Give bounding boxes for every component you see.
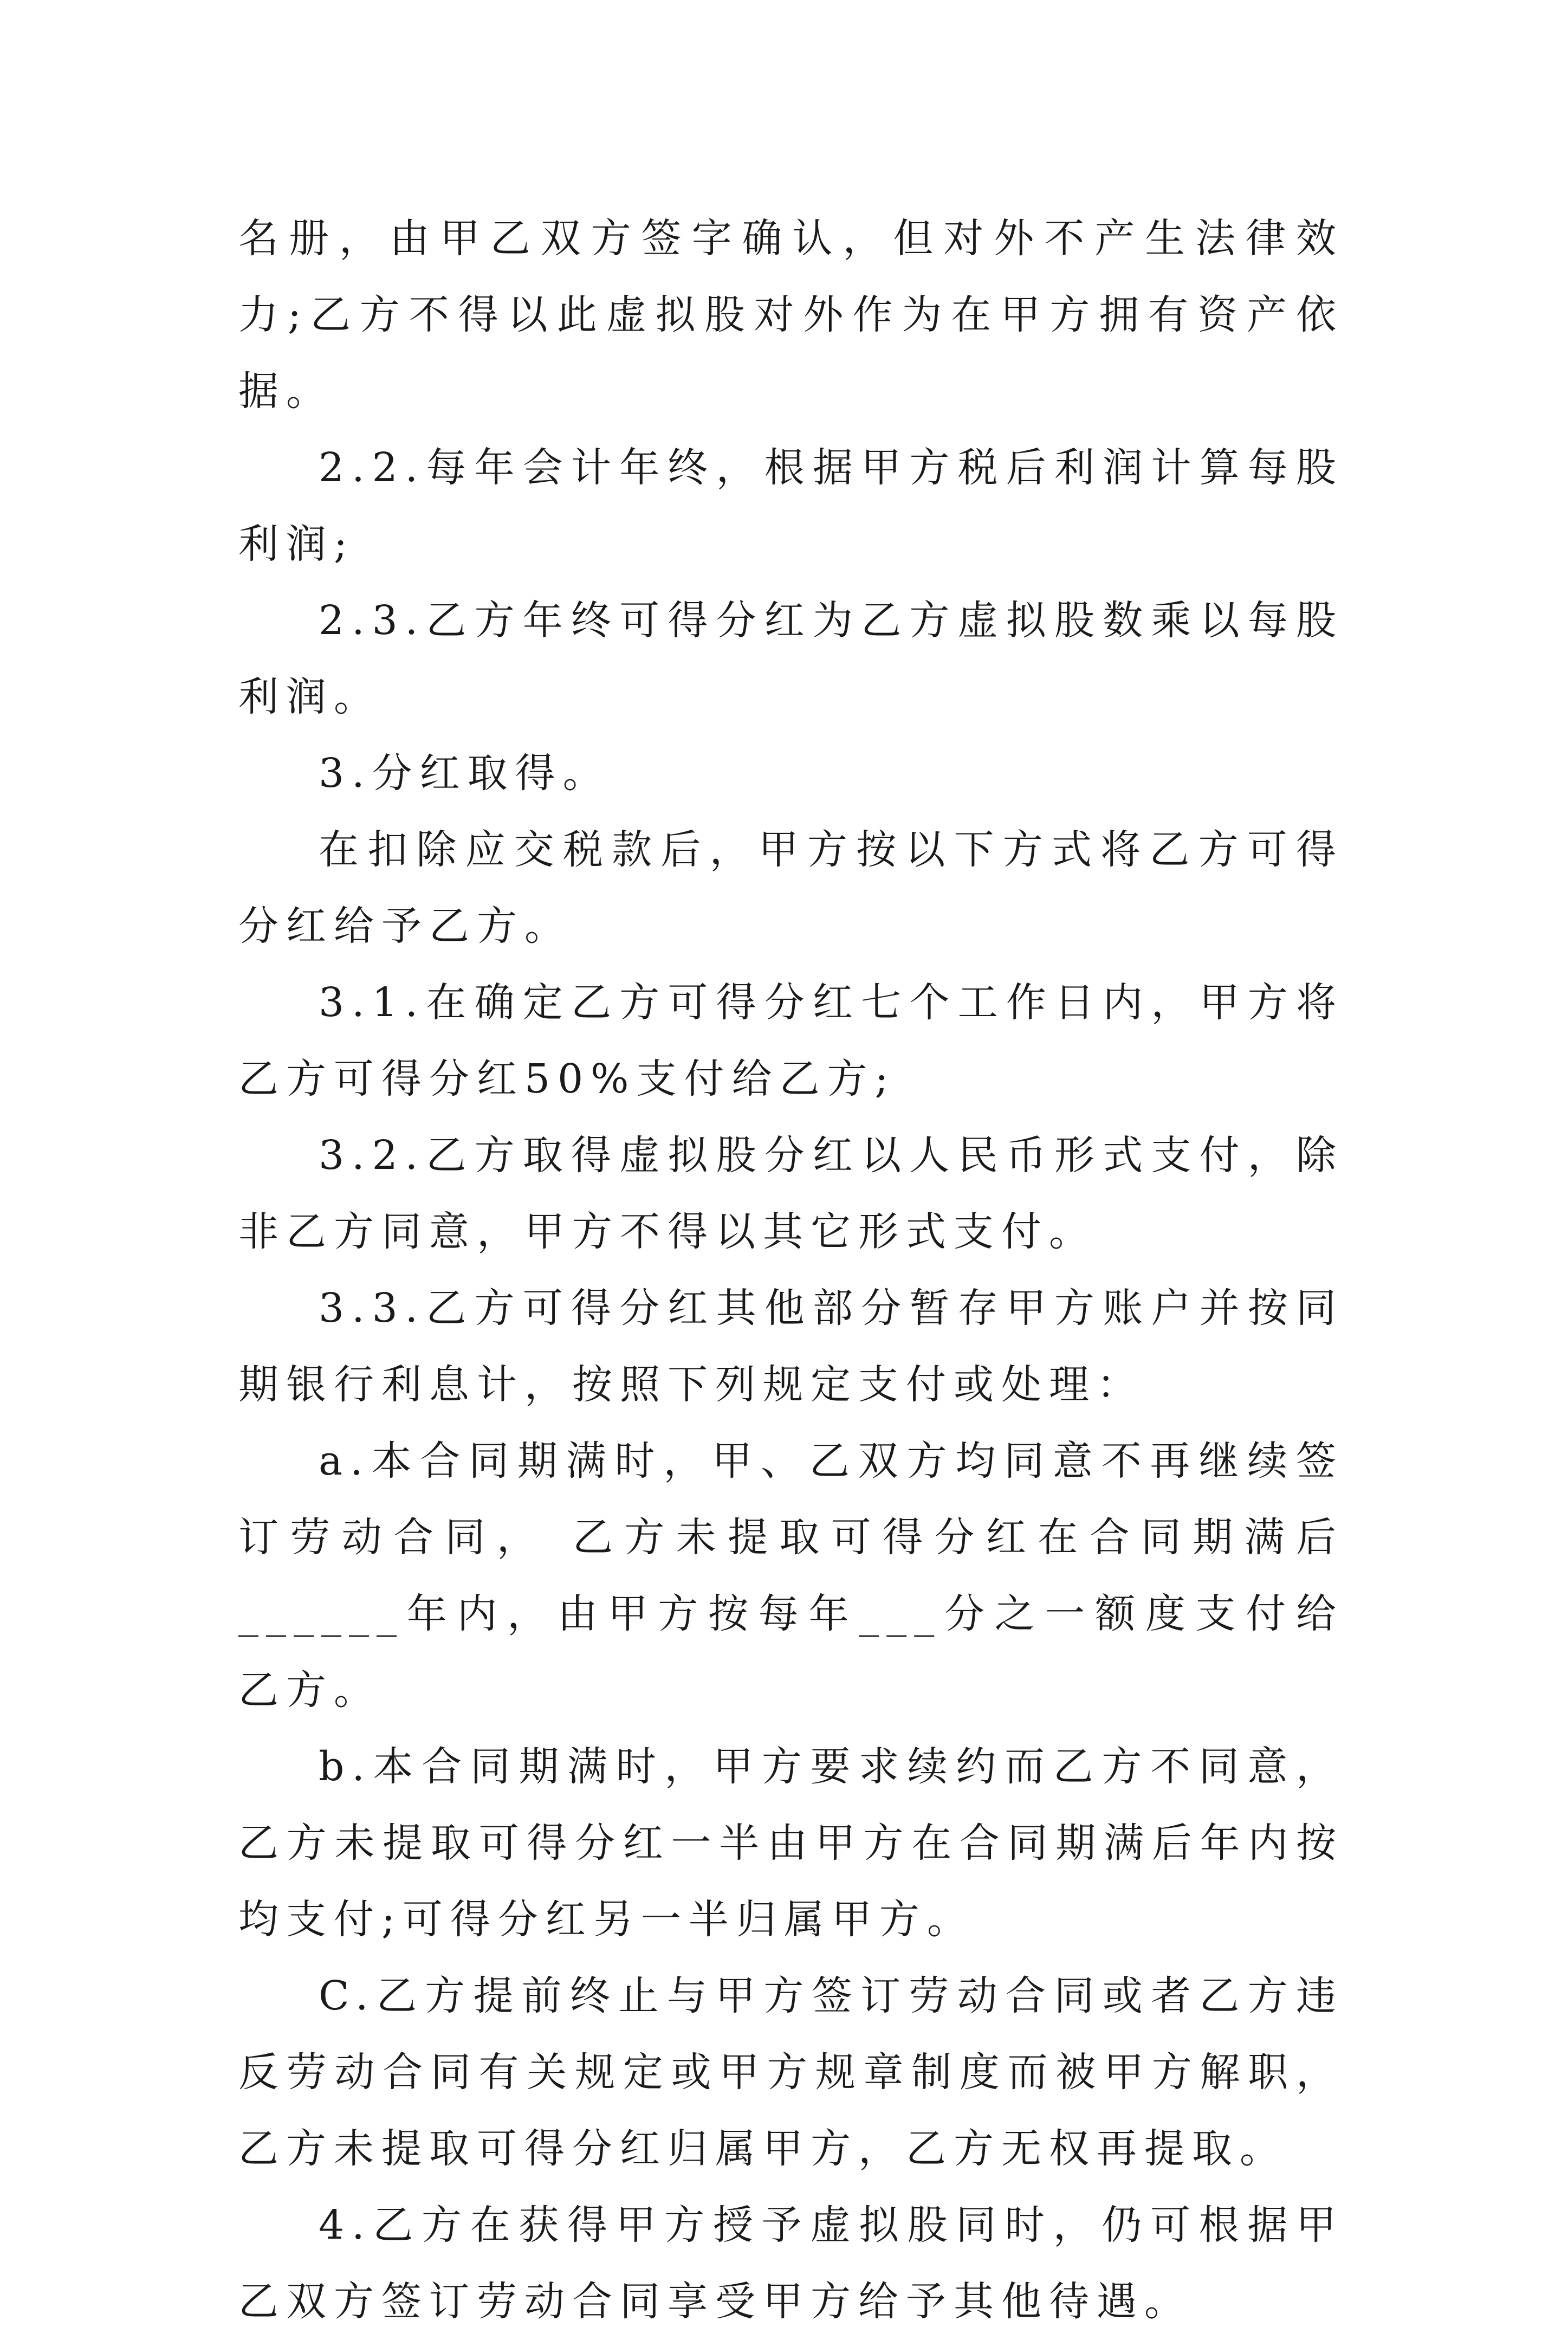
paragraph-12: 4.乙方在获得甲方授予虚拟股同时，仍可根据甲乙双方签订劳动合同享受甲方给予其他待遇。: [238, 2202, 1344, 2325]
paragraph-5: 在扣除应交税款后，甲方按以下方式将乙方可得分红给予乙方。: [238, 826, 1344, 949]
paragraph-9: a.本合同期满时，甲、乙双方均同意不再继续签订劳动合同， 乙方未提取可得分红在合同期满后______年内，由甲方按每年___分之一额度支付给乙方。: [238, 1438, 1344, 1714]
document-body: [238, 201, 1344, 2340]
paragraph-7: 3.2.乙方取得虚拟股分红以人民币形式支付，除非乙方同意，甲方不得以其它形式支付。: [238, 1132, 1344, 1255]
paragraph-6: 3.1.在确定乙方可得分红七个工作日内，甲方将乙方可得分红50%支付给乙方;: [238, 979, 1344, 1102]
paragraph-10: b.本合同期满时，甲方要求续约而乙方不同意，乙方未提取可得分红一半由甲方在合同期满后年内按均支付;可得分红另一半归属甲方。: [238, 1743, 1344, 1943]
paragraph-1: 名册，由甲乙双方签字确认，但对外不产生法律效力;乙方不得以此虚拟股对外作为在甲方拥有资产依据。: [238, 215, 1344, 415]
paragraph-11: C.乙方提前终止与甲方签订劳动合同或者乙方违反劳动合同有关规定或甲方规章制度而被甲方解职，乙方未提取可得分红归属甲方，乙方无权再提取。: [238, 1973, 1344, 2172]
paragraph-8: 3.3.乙方可得分红其他部分暂存甲方账户并按同期银行利息计，按照下列规定支付或处理：: [238, 1285, 1344, 1408]
paragraph-4: 3.分红取得。: [319, 750, 611, 797]
paragraph-2: 2.2.每年会计年终，根据甲方税后利润计算每股利润;: [238, 444, 1344, 567]
paragraph-3: 2.3.乙方年终可得分红为乙方虚拟股数乘以每股利润。: [238, 597, 1344, 720]
